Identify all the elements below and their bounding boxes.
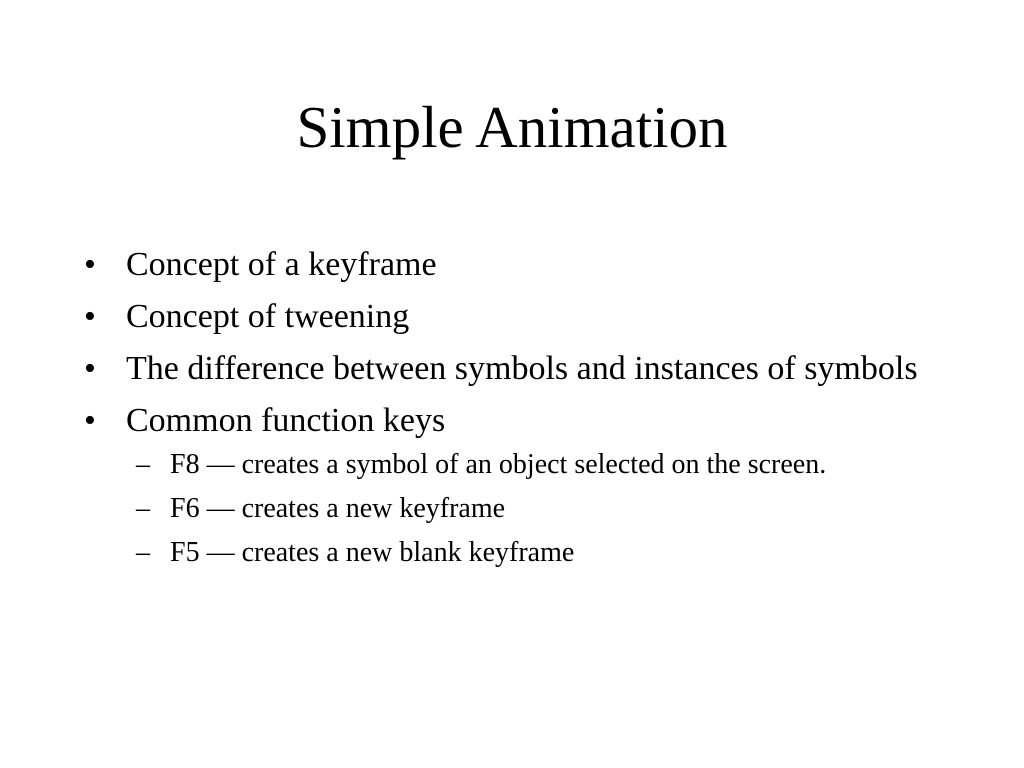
dash-icon: – — [136, 537, 150, 568]
sub-bullet-list — [126, 448, 944, 570]
bullet-text: Concept of a keyframe — [126, 246, 437, 283]
bullet-item-symbols — [84, 348, 944, 390]
bullet-icon: • — [84, 402, 96, 439]
bullet-text: Common function keys — [126, 402, 446, 439]
sub-bullet-text: F5 — creates a new blank keyframe — [170, 537, 575, 568]
bullet-text: The difference between symbols and instances of symbols — [126, 350, 918, 387]
sub-bullet-text: F8 — creates a symbol of an object selected on the screen. — [170, 449, 827, 480]
bullet-icon: • — [84, 350, 96, 387]
dash-icon: – — [136, 493, 150, 524]
bullet-text: Concept of tweening — [126, 298, 410, 335]
bullet-item-keyframe — [84, 244, 944, 286]
bullet-icon: • — [84, 246, 96, 283]
sub-bullet-f5 — [126, 536, 944, 570]
bullet-item-tweening — [84, 296, 944, 338]
slide-title: Simple Animation — [296, 94, 728, 160]
sub-bullet-text: F6 — creates a new keyframe — [170, 493, 506, 524]
sub-bullet-f6 — [126, 492, 944, 526]
dash-icon: – — [136, 449, 150, 480]
bullet-list — [84, 244, 944, 580]
sub-bullet-f8 — [126, 448, 944, 482]
bullet-item-function-keys — [84, 400, 944, 570]
bullet-icon: • — [84, 298, 96, 335]
